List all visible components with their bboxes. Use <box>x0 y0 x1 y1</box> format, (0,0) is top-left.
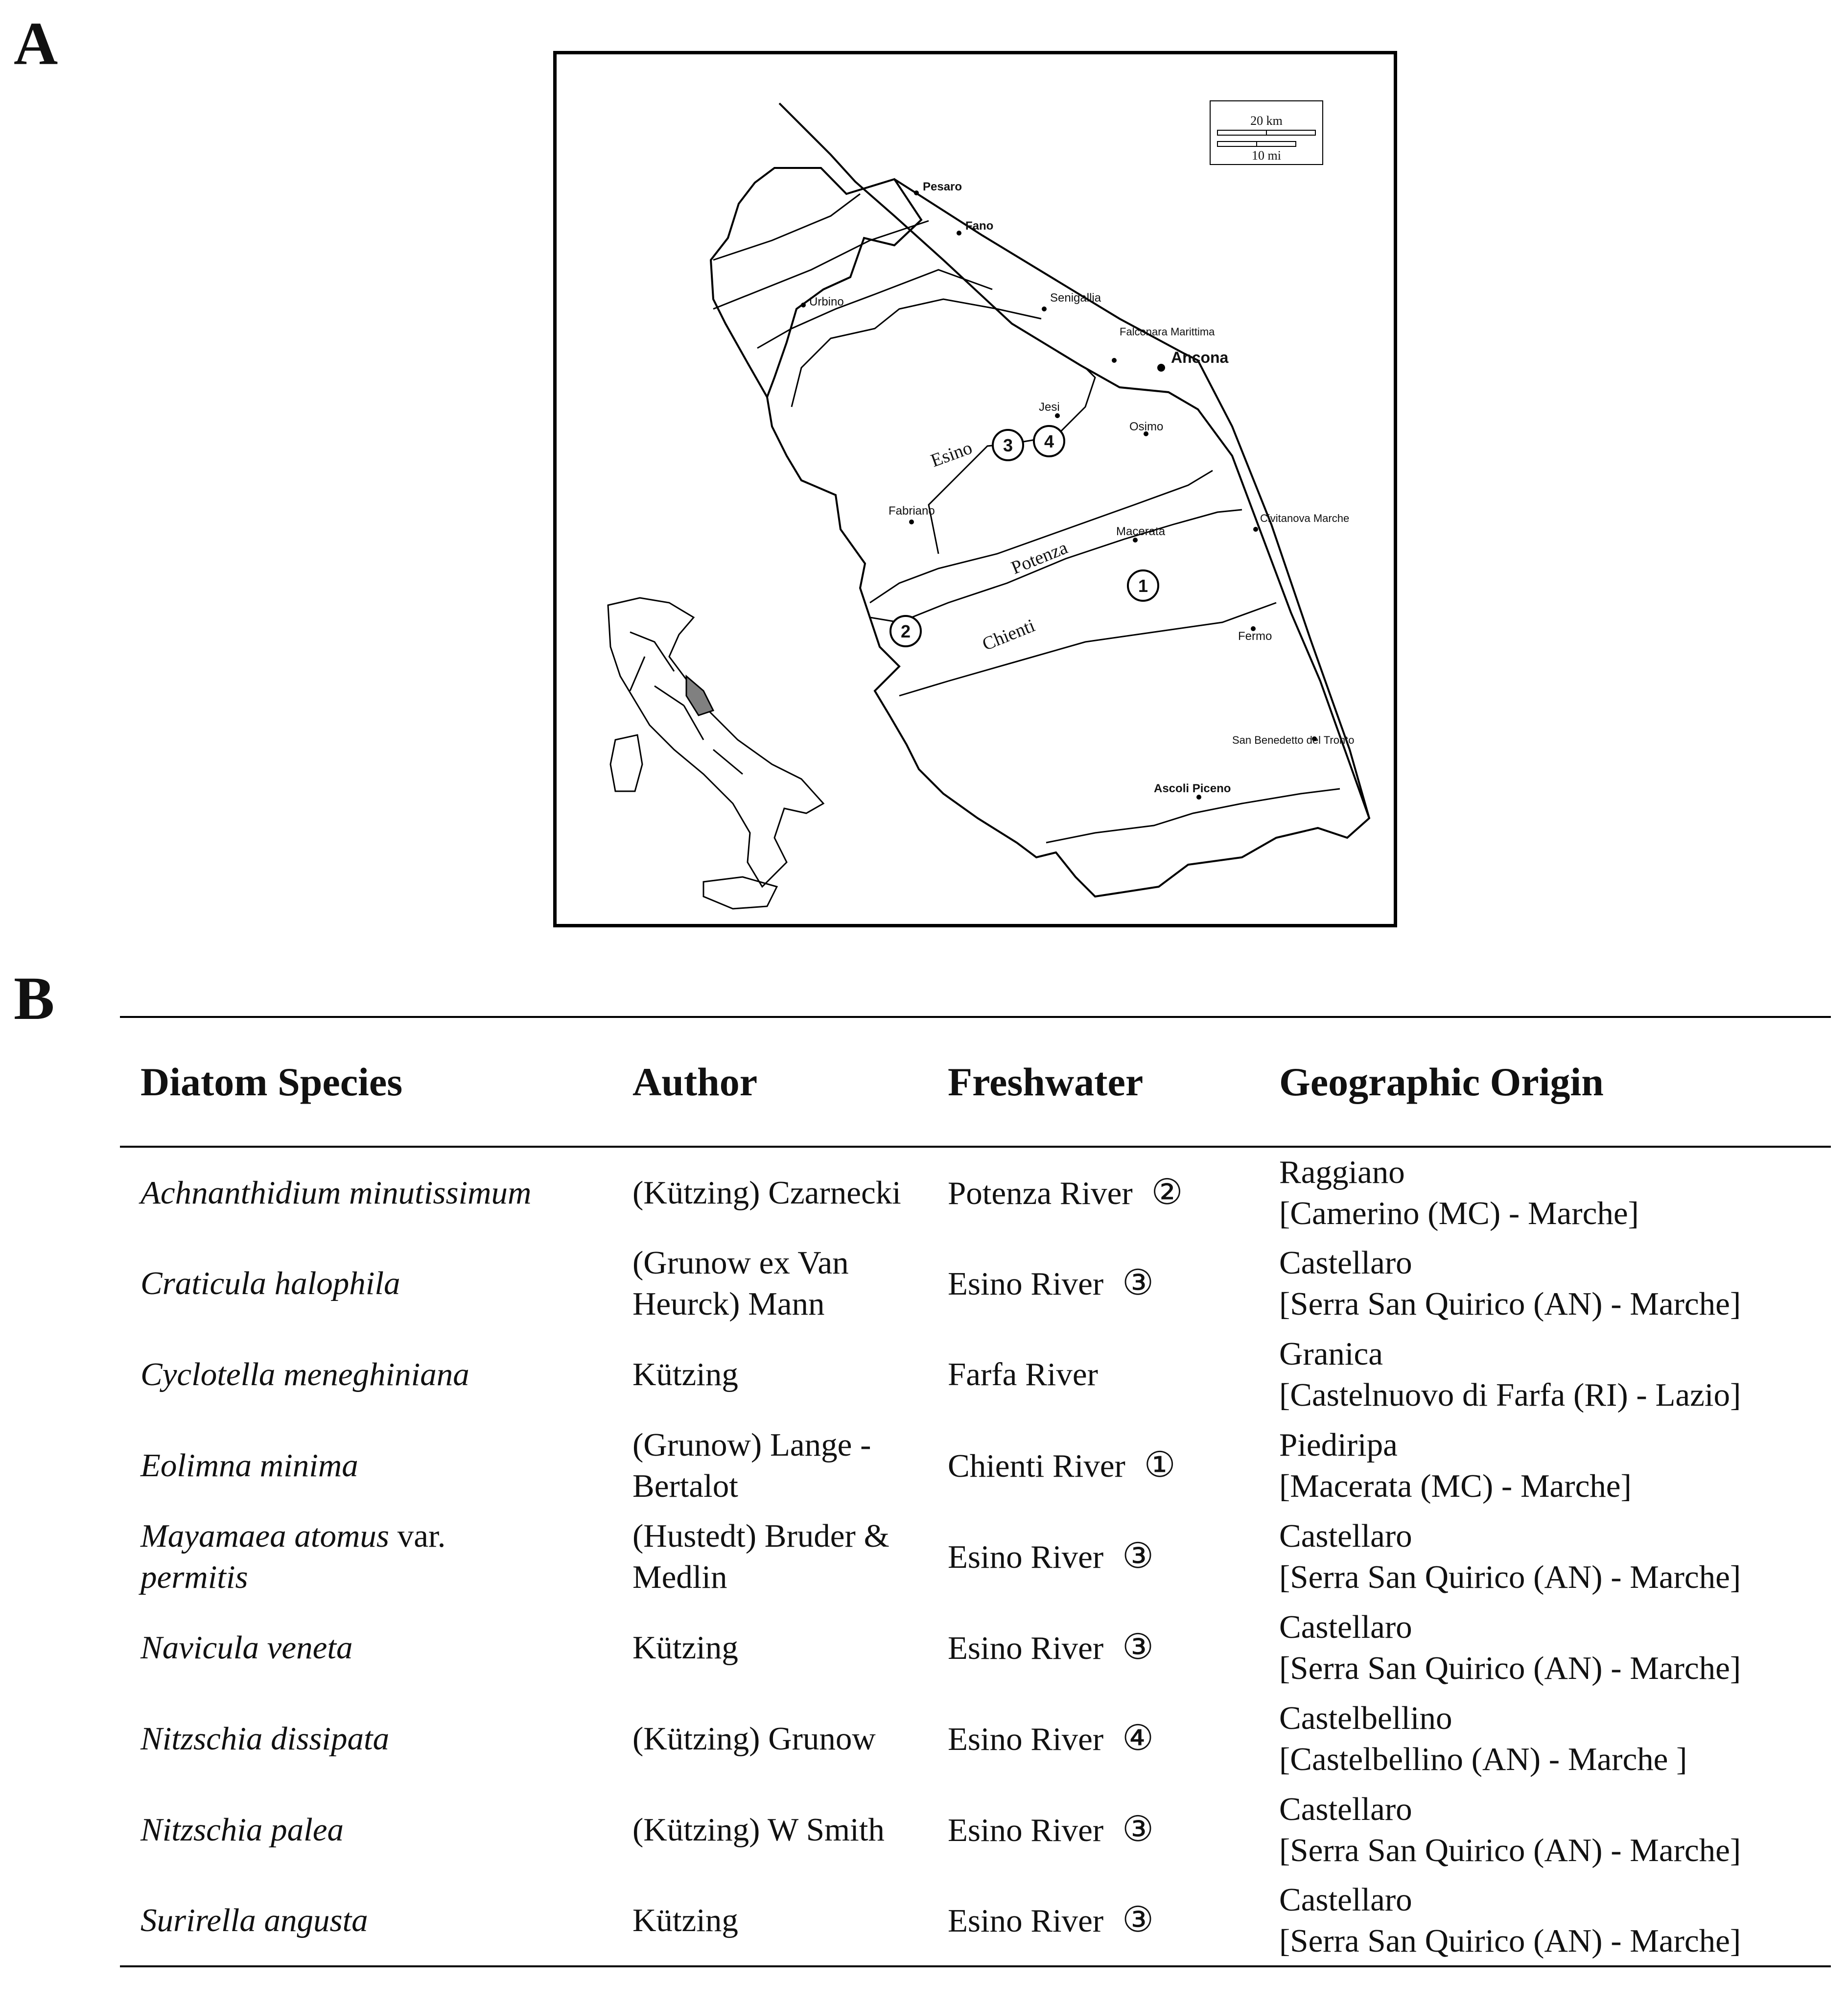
city-fano: Fano <box>965 219 994 233</box>
panel-a-label: A <box>14 10 58 78</box>
river-name: Farfa River <box>948 1356 1098 1392</box>
origin-cell <box>1259 1875 1831 1966</box>
river-name: Esino River <box>948 1630 1104 1666</box>
origin-region: [Macerata (MC) - Marche] <box>1279 1468 1632 1504</box>
freshwater-cell <box>927 1784 1259 1875</box>
freshwater-cell <box>927 1147 1259 1238</box>
table-row <box>120 1329 1831 1420</box>
site-marker: ② <box>1151 1173 1183 1212</box>
site-2-number: 2 <box>900 621 911 641</box>
species-name: Eolimna minima <box>140 1447 358 1484</box>
author-cell: (Hustedt) Bruder & Medlin <box>632 1518 889 1595</box>
header-author: Author <box>612 1017 927 1147</box>
origin-region: [Castelbellino (AN) - Marche ] <box>1279 1741 1687 1777</box>
origin-region: [Castelnuovo di Farfa (RI) - Lazio] <box>1279 1377 1741 1413</box>
site-3-number: 3 <box>1003 435 1013 455</box>
species-name: Nitzschia dissipata <box>140 1721 390 1757</box>
freshwater-cell <box>927 1238 1259 1329</box>
river-cesano <box>757 270 992 348</box>
river-label-chienti: Chienti <box>979 615 1038 655</box>
city-sanbenedetto: San Benedetto del Tronto <box>1232 734 1355 746</box>
freshwater-cell <box>927 1511 1259 1602</box>
italy-inset <box>608 598 823 909</box>
city-pesaro: Pesaro <box>923 180 962 193</box>
city-civitanova: Civitanova Marche <box>1260 512 1350 524</box>
species-cell <box>120 1147 612 1238</box>
origin-cell <box>1259 1420 1831 1511</box>
origin-cell <box>1259 1602 1831 1693</box>
origin-cell <box>1259 1147 1831 1238</box>
species-cell <box>120 1784 612 1875</box>
species-cell <box>120 1420 612 1511</box>
author-cell: (Kützing) Grunow <box>632 1721 876 1757</box>
species-cell <box>120 1602 612 1693</box>
author-cell: Kützing <box>632 1629 738 1666</box>
river-name: Esino River <box>948 1539 1104 1575</box>
origin-region: [Camerino (MC) - Marche] <box>1279 1195 1639 1231</box>
author-cell: (Kützing) W Smith <box>632 1812 885 1848</box>
city-jesi: Jesi <box>1039 401 1060 414</box>
species-cell <box>120 1511 612 1602</box>
river-foglia <box>713 194 860 260</box>
freshwater-cell <box>927 1875 1259 1966</box>
origin-cell <box>1259 1238 1831 1329</box>
table-row <box>120 1238 1831 1329</box>
species-name: Navicula veneta <box>140 1629 353 1666</box>
site-3 <box>993 430 1023 460</box>
origin-region: [Serra San Quirico (AN) - Marche] <box>1279 1286 1741 1322</box>
header-species: Diatom Species <box>120 1017 612 1147</box>
table-row <box>120 1147 1831 1238</box>
origin-place: Granica <box>1279 1336 1383 1372</box>
origin-place: Castellaro <box>1279 1518 1412 1554</box>
table-row <box>120 1602 1831 1693</box>
river-label-esino: Esino <box>928 437 975 472</box>
city-ancona: Ancona <box>1171 349 1229 366</box>
city-fabriano: Fabriano <box>889 504 935 518</box>
site-marker: ④ <box>1122 1719 1154 1758</box>
river-label-potenza: Potenza <box>1008 537 1071 579</box>
species-subname: permitis <box>140 1559 248 1595</box>
author-cell: (Grunow ex Van Heurck) Mann <box>632 1245 849 1322</box>
origin-region: [Serra San Quirico (AN) - Marche] <box>1279 1832 1741 1868</box>
species-cell <box>120 1238 612 1329</box>
river-name: Chienti River <box>948 1448 1125 1484</box>
species-name: Craticula halophila <box>140 1265 400 1301</box>
site-1 <box>1128 570 1158 601</box>
table-row <box>120 1784 1831 1875</box>
author-cell: Kützing <box>612 1875 927 1966</box>
scale-km-label: 20 km <box>1250 114 1283 128</box>
origin-cell <box>1259 1511 1831 1602</box>
table-row <box>120 1875 1831 1966</box>
species-name: Achnanthidium minutissimum <box>140 1175 532 1211</box>
origin-region: [Serra San Quirico (AN) - Marche] <box>1279 1559 1741 1595</box>
species-cell <box>120 1693 612 1784</box>
river-name: Potenza River <box>948 1175 1133 1211</box>
species-name: Surirella angusta <box>140 1902 368 1938</box>
site-marker: ① <box>1144 1445 1176 1485</box>
city-urbino: Urbino <box>809 295 844 308</box>
origin-region: [Serra San Quirico (AN) - Marche] <box>1279 1650 1741 1686</box>
site-4 <box>1034 426 1064 456</box>
author-cell: Kützing <box>632 1356 738 1392</box>
site-marker: ③ <box>1122 1900 1154 1939</box>
origin-place: Castellaro <box>1279 1609 1412 1645</box>
site-marker: ③ <box>1122 1628 1154 1667</box>
table-row <box>120 1693 1831 1784</box>
header-origin: Geographic Origin <box>1259 1017 1831 1147</box>
city-ascoli: Ascoli Piceno <box>1154 782 1231 795</box>
site-4-number: 4 <box>1044 431 1054 451</box>
species-cell <box>120 1875 612 1966</box>
river-name: Esino River <box>948 1721 1104 1757</box>
site-2 <box>890 616 921 646</box>
table-row <box>120 1420 1831 1511</box>
origin-place: Castellaro <box>1279 1245 1412 1281</box>
city-falconara: Falconara Marittima <box>1120 326 1215 338</box>
table-header-row <box>120 1017 1831 1147</box>
freshwater-cell <box>927 1420 1259 1511</box>
city-senigallia: Senigallia <box>1050 291 1101 305</box>
origin-place: Castellaro <box>1279 1791 1412 1827</box>
freshwater-cell <box>927 1693 1259 1784</box>
origin-place: Castelbellino <box>1279 1700 1452 1736</box>
origin-cell <box>1259 1693 1831 1784</box>
river-tronto <box>1046 789 1340 843</box>
panel-b-label: B <box>14 965 55 1033</box>
city-osimo: Osimo <box>1129 420 1164 433</box>
origin-cell <box>1259 1329 1831 1420</box>
city-fermo: Fermo <box>1238 630 1272 643</box>
river-tenna <box>899 603 1276 696</box>
site-marker: ③ <box>1122 1263 1154 1302</box>
origin-place: Raggiano <box>1279 1154 1405 1190</box>
site-1-number: 1 <box>1138 576 1148 596</box>
site-marker: ③ <box>1122 1810 1154 1849</box>
river-chienti <box>870 510 1242 622</box>
river-name: Esino River <box>948 1266 1104 1302</box>
author-cell: (Kützing) Czarnecki <box>632 1175 901 1211</box>
marche-map <box>553 51 1397 927</box>
species-qualifier: var. <box>389 1518 446 1554</box>
site-marker: ③ <box>1122 1536 1154 1576</box>
scale-bar <box>1210 101 1323 165</box>
origin-place: Castellaro <box>1279 1882 1412 1918</box>
species-name: Mayamaea atomus <box>140 1518 389 1554</box>
table-row <box>120 1511 1831 1602</box>
river-name: Esino River <box>948 1812 1104 1848</box>
author-cell: (Grunow) Lange - Bertalot <box>632 1427 871 1504</box>
origin-place: Piediripa <box>1279 1427 1398 1463</box>
freshwater-cell <box>927 1602 1259 1693</box>
map-canvas <box>557 54 1394 924</box>
origin-region: [Serra San Quirico (AN) - Marche] <box>1279 1923 1741 1959</box>
species-cell <box>120 1329 612 1420</box>
scale-mi-label: 10 mi <box>1252 148 1281 163</box>
species-name: Cyclotella meneghiniana <box>140 1356 469 1392</box>
species-name: Nitzschia palea <box>140 1812 344 1848</box>
coastline <box>779 103 1369 818</box>
origin-cell <box>1259 1784 1831 1875</box>
city-macerata: Macerata <box>1116 525 1166 538</box>
freshwater-cell <box>927 1329 1259 1420</box>
river-name: Esino River <box>948 1903 1104 1939</box>
header-freshwater: Freshwater <box>927 1017 1259 1147</box>
diatom-species-table <box>120 1016 1831 1967</box>
